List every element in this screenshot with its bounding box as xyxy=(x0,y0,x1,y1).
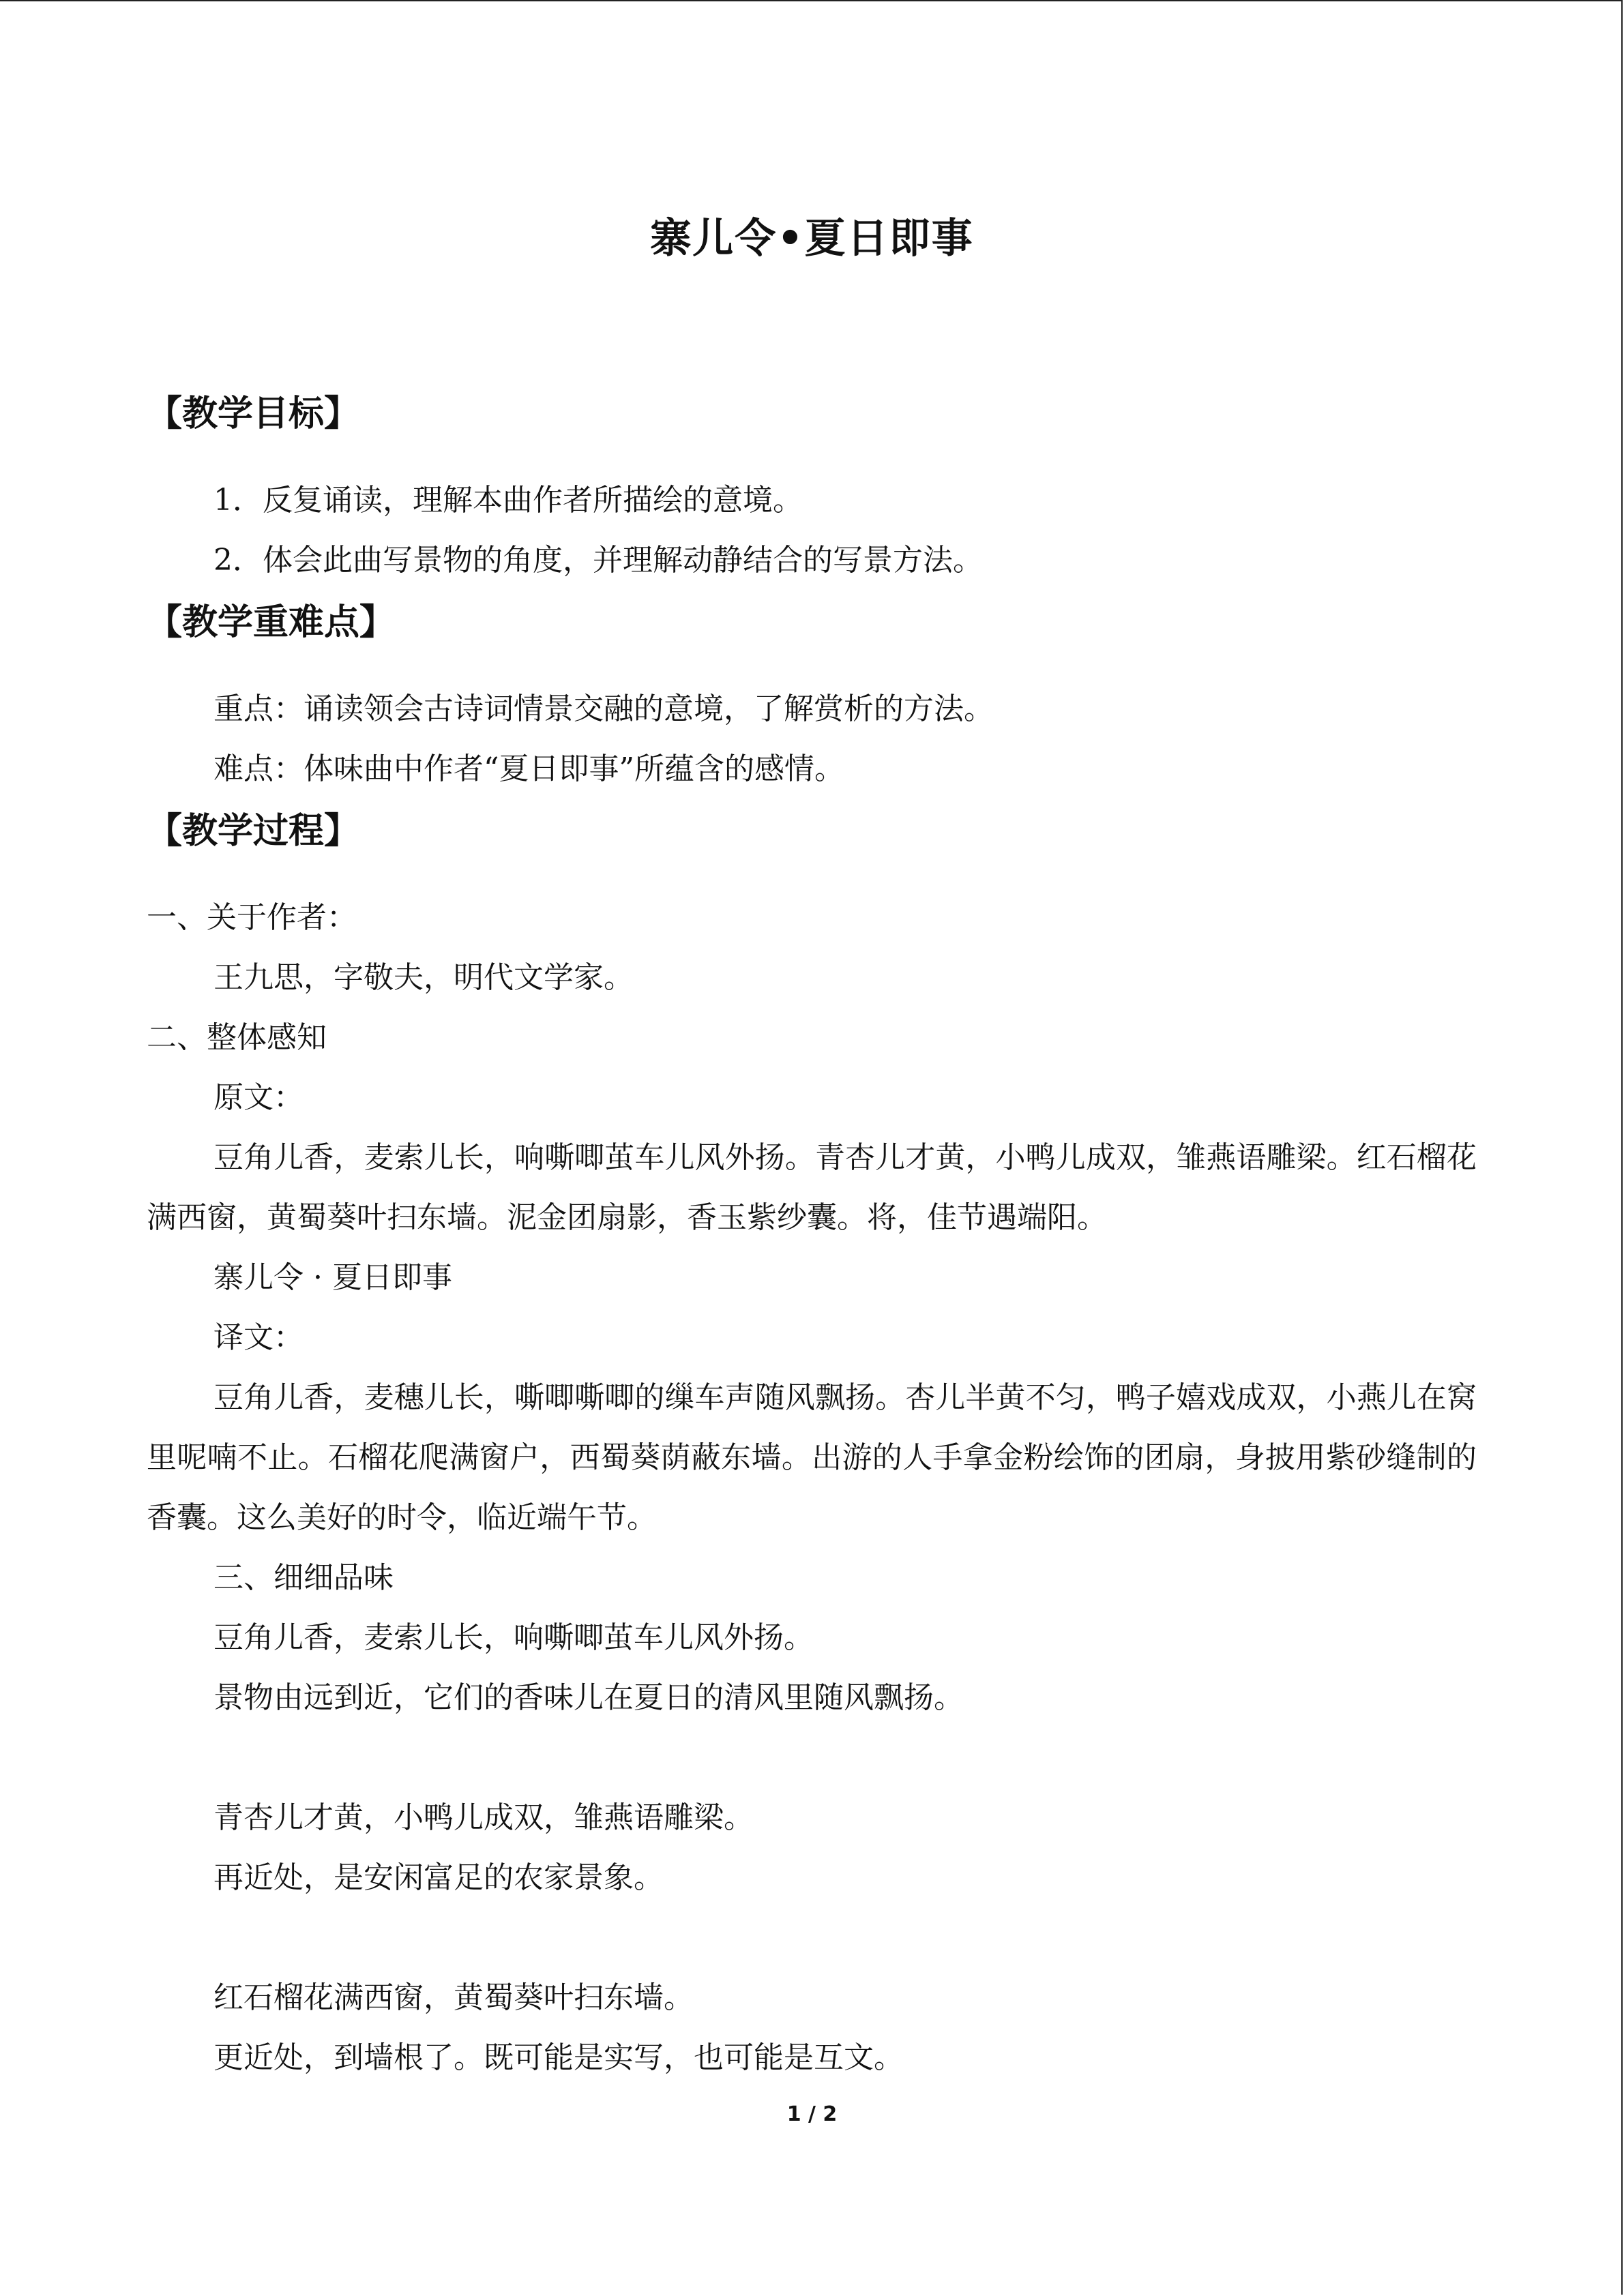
document-body xyxy=(147,382,1477,2088)
author-text: 王九思，字敬夫，明代文学家。 xyxy=(213,960,634,995)
author-heading: 一、关于作者： xyxy=(147,900,357,935)
heading-key-points: 【教学重难点】 xyxy=(147,602,396,643)
spacer xyxy=(147,655,1477,679)
spacer xyxy=(147,1728,1477,1788)
original-text: 豆角儿香，麦索儿长，响嘶唧茧车儿风外扬。青杏儿才黄，小鸭儿成双，雏燕语雕梁。红石榴花满西窗，黄蜀葵叶扫东墙。泥金团扇影，香玉紫纱囊。将，佳节遇端阳。 xyxy=(147,1140,1477,1235)
objective-item-2: 2．体会此曲写景物的角度，并理解动静结合的写景方法。 xyxy=(213,543,983,578)
detail-note-3: 更近处，到墙根了。既可能是实写，也可能是互文。 xyxy=(213,2040,904,2075)
spacer xyxy=(147,863,1477,888)
detail-line-3: 红石榴花满西窗，黄蜀葵叶扫东墙。 xyxy=(213,1980,694,2015)
detail-note-2: 再近处，是安闲富足的农家景象。 xyxy=(213,1860,664,1895)
detail-heading: 三、细细品味 xyxy=(213,1560,394,1595)
objective-item-1: 1．反复诵读，理解本曲作者所描绘的意境。 xyxy=(213,483,803,518)
spacer xyxy=(147,1908,1477,1968)
key-point-main: 重点：诵读领会古诗词情景交融的意境，了解赏析的方法。 xyxy=(213,691,994,726)
translation-text: 豆角儿香，麦穗儿长，嘶唧嘶唧的缫车声随风飘扬。杏儿半黄不匀，鸭子嬉戏成双，小燕儿在窝里呢喃不止。石榴花爬满窗户，西蜀葵荫蔽东墙。出游的人手拿金粉绘饰的团扇，身披用紫砂缝制的香囊。这么美好的时令，临近端午节。 xyxy=(147,1380,1477,1535)
overall-heading: 二、整体感知 xyxy=(147,1020,327,1055)
heading-process: 【教学过程】 xyxy=(147,811,360,852)
original-label: 原文： xyxy=(213,1080,304,1115)
detail-note-1: 景物由远到近，它们的香味儿在夏日的清风里随风飘扬。 xyxy=(213,1680,964,1715)
detail-line-1: 豆角儿香，麦索儿长，响嘶唧茧车儿风外扬。 xyxy=(213,1620,814,1655)
translation-label: 译文： xyxy=(213,1320,304,1355)
detail-line-2: 青杏儿才黄，小鸭儿成双，雏燕语雕梁。 xyxy=(213,1800,754,1835)
heading-objectives: 【教学目标】 xyxy=(147,393,360,434)
page-number: 1 / 2 xyxy=(786,2102,838,2126)
key-point-difficult: 难点：体味曲中作者“夏日即事”所蕴含的感情。 xyxy=(213,751,844,786)
original-title: 寨儿令 · 夏日即事 xyxy=(213,1260,452,1295)
document-title: 寨儿令•夏日即事 xyxy=(650,215,974,263)
spacer xyxy=(147,446,1477,471)
